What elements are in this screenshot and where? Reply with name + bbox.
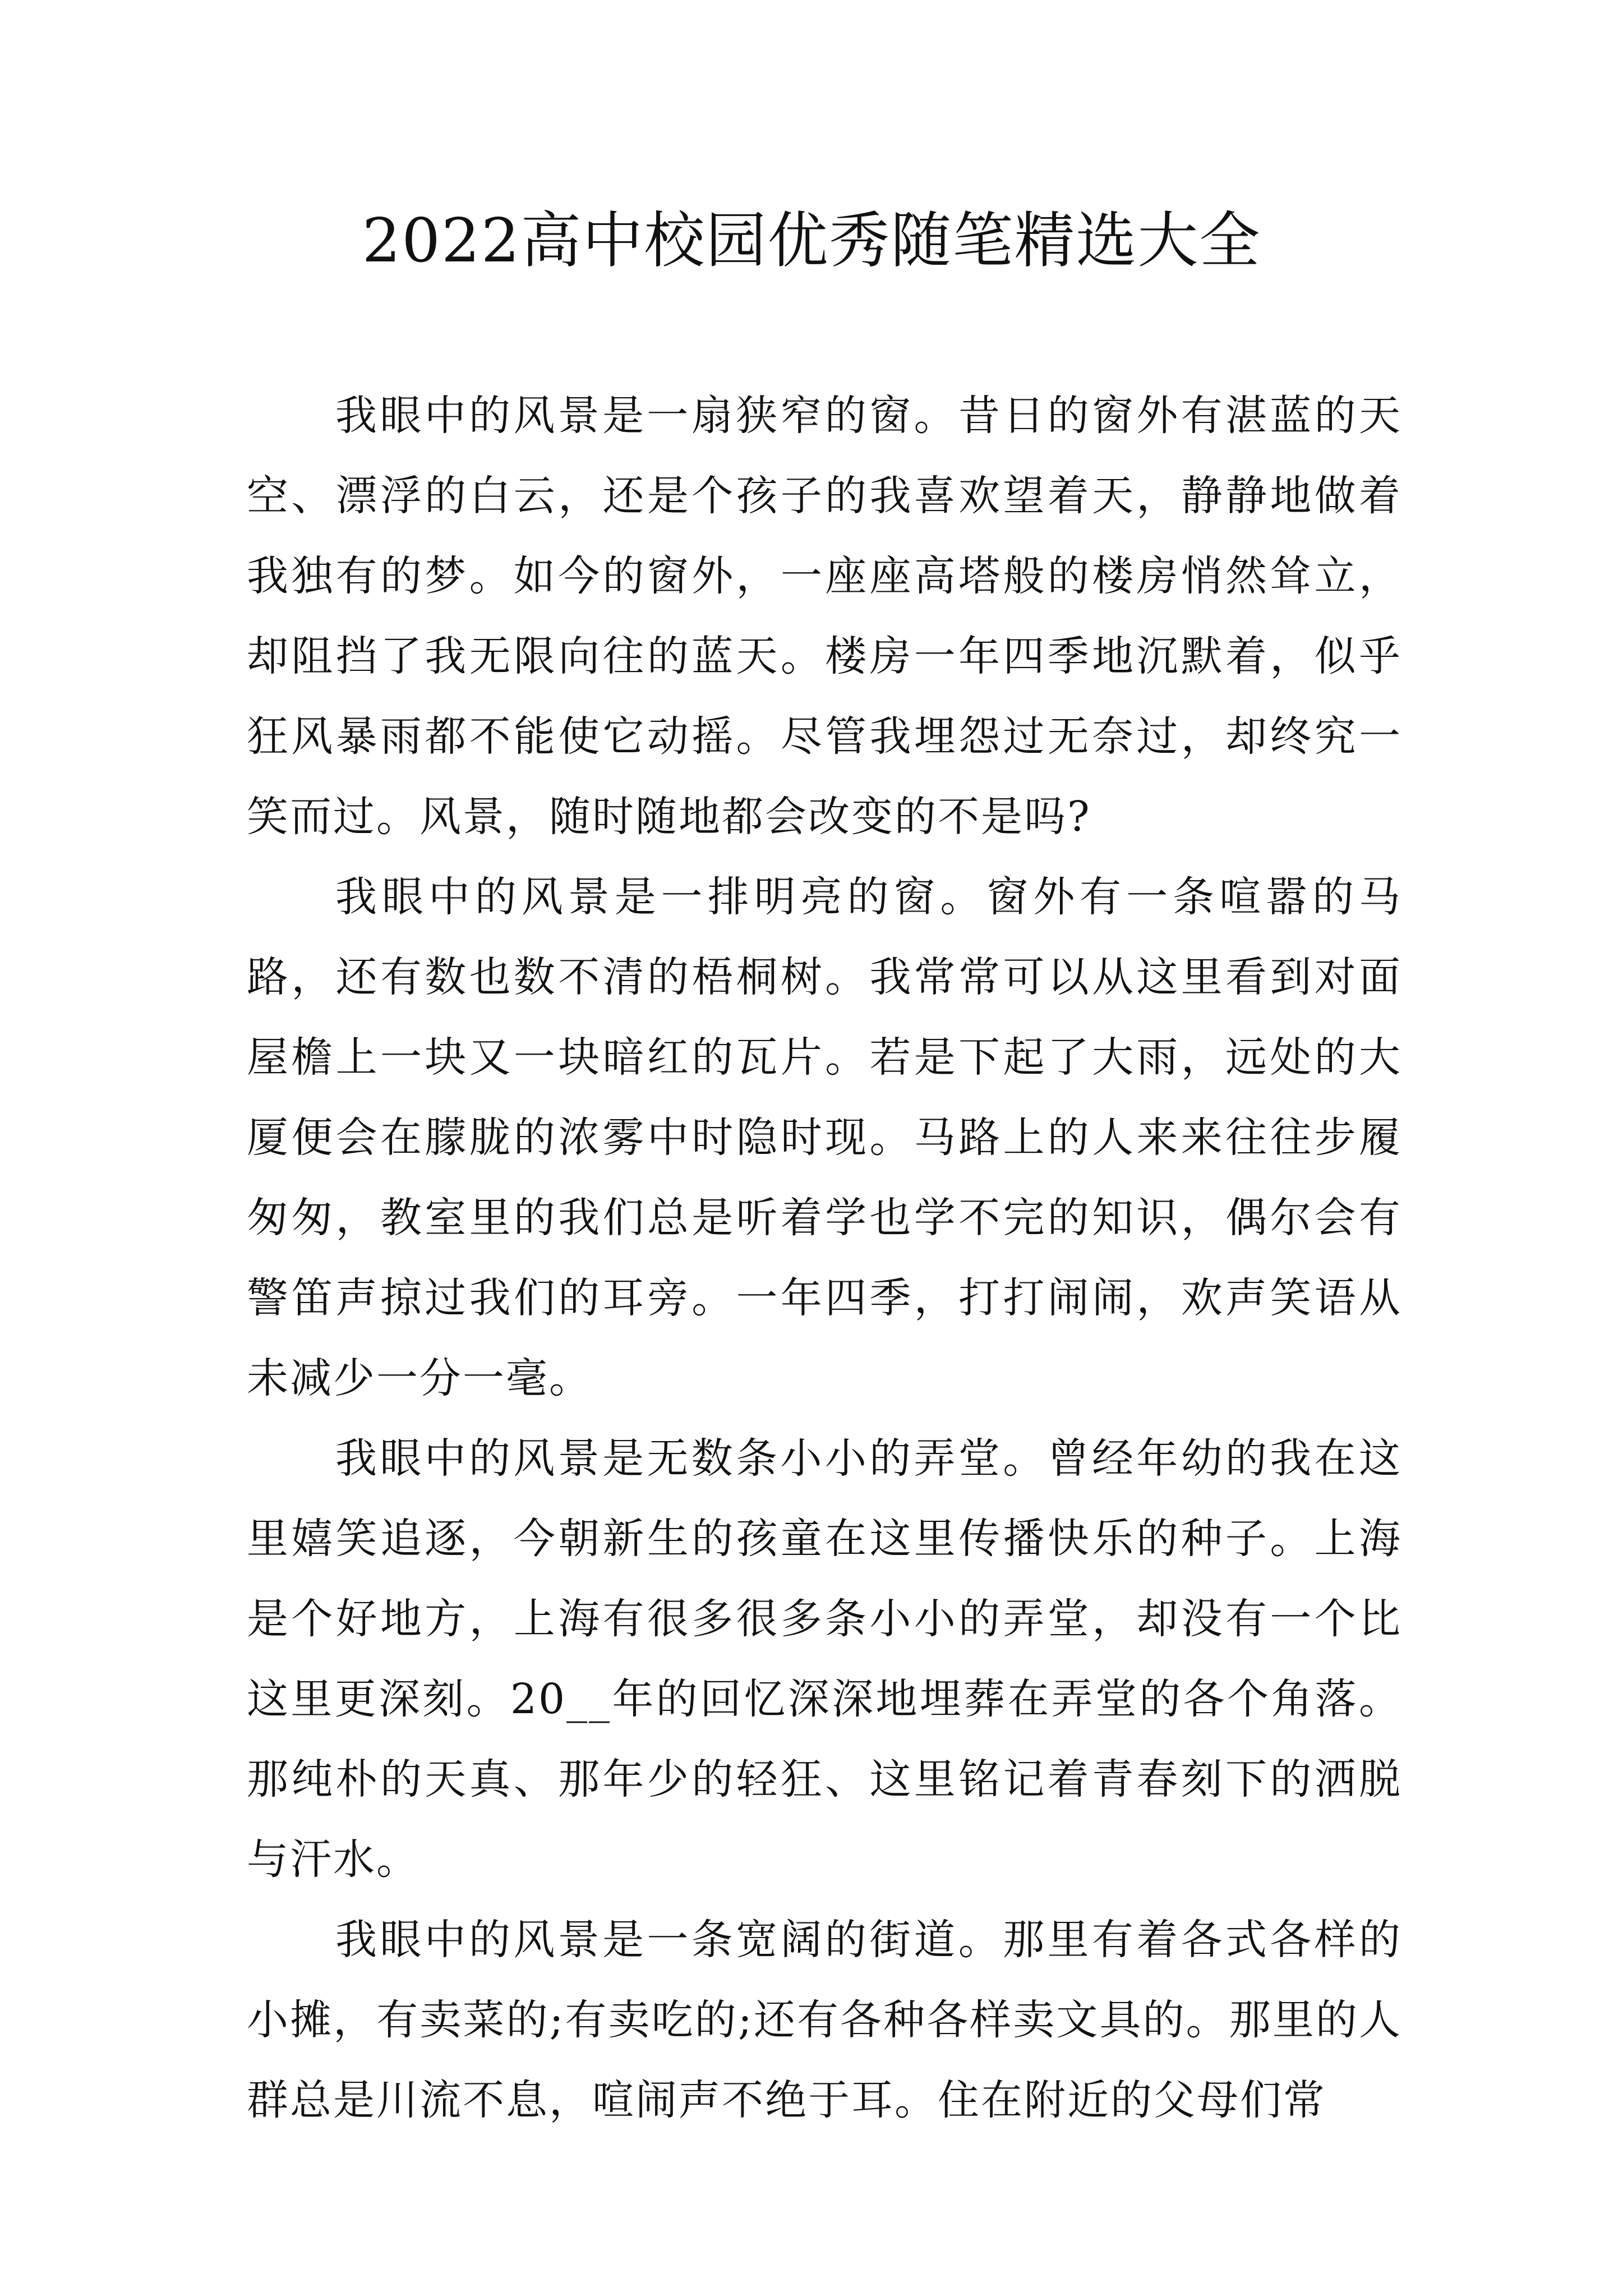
paragraph: 我眼中的风景是一条宽阔的街道。那里有着各式各样的小摊，有卖菜的;有卖吃的;还有各种各样卖文具的。那里的人群总是川流不息，喧闹声不绝于耳。住在附近的父母们常	[247, 1916, 1402, 2124]
paragraph: 我眼中的风景是一扇狭窄的窗。昔日的窗外有湛蓝的天空、漂浮的白云，还是个孩子的我喜欢望着天，静静地做着我独有的梦。如今的窗外，一座座高塔般的楼房悄然耸立，却阻挡了我无限向往的蓝天。楼房一年四季地沉默着，似乎狂风暴雨都不能使它动摇。尽管我埋怨过无奈过，却终究一笑而过。风景，随时随地都会改变的不是吗?	[247, 392, 1402, 841]
paragraph: 我眼中的风景是一排明亮的窗。窗外有一条喧嚣的马路，还有数也数不清的梧桐树。我常常可以从这里看到对面屋檐上一块又一块暗红的瓦片。若是下起了大雨，远处的大厦便会在朦胧的浓雾中时隐时现。马路上的人来来往往步履匆匆，教室里的我们总是听着学也学不完的知识，偶尔会有警笛声掠过我们的耳旁。一年四季，打打闹闹，欢声笑语从未减少一分一毫。	[247, 873, 1402, 1402]
paragraph: 我眼中的风景是无数条小小的弄堂。曾经年幼的我在这里嬉笑追逐，今朝新生的孩童在这里传播快乐的种子。上海是个好地方，上海有很多很多条小小的弄堂，却没有一个比这里更深刻。20__年的回忆深深地埋葬在弄堂的各个角落。那纯朴的天真、那年少的轻狂、这里铭记着青春刻下的洒脱与汗水。	[247, 1434, 1402, 1884]
document-body	[247, 376, 1402, 2141]
document-title: 2022高中校园优秀随笔精选大全	[362, 206, 1261, 276]
